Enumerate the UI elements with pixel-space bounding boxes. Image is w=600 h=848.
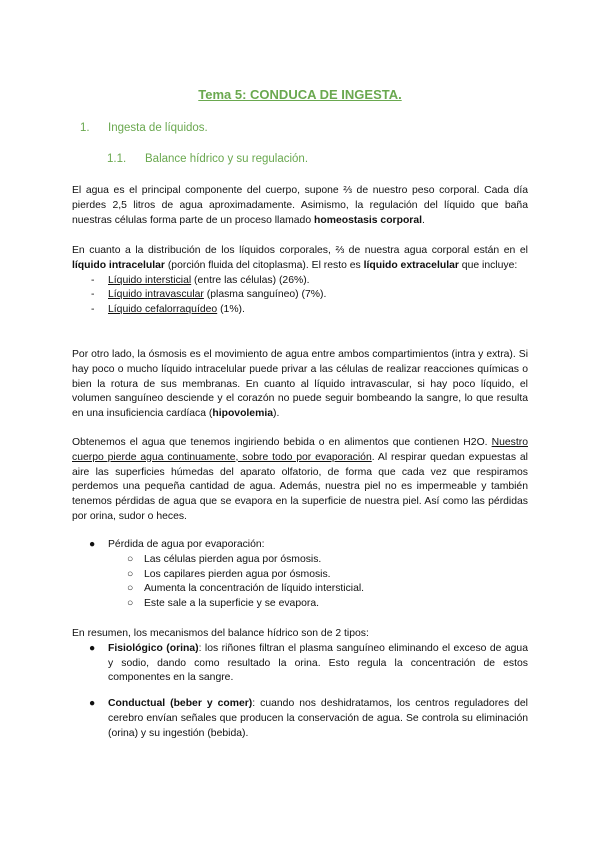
circle-bullet-icon: ○ [127, 568, 134, 580]
circle-bullet-icon: ○ [127, 598, 134, 610]
bold-term: homeostasis corporal [314, 214, 422, 226]
bold-term: líquido intracelular [72, 259, 165, 271]
text-run: Aumenta la concentración de líquido intersticial. [144, 583, 365, 595]
text-run: . [422, 214, 425, 226]
text-run: . Al respirar quedan expuestas al aire las superficies húmedas del aparato olfatorio, de forma que cada vez que respiramos perdemos una pequeña cantidad de agua. Además, nuestra piel no es impermeable y también tenemos pérdidas de agua que se evapora en la superficie de nuestra piel. Así como las pérdidas por orina, sudor o heces. [72, 451, 528, 522]
summary-section [72, 627, 528, 686]
bullet-icon: ● [89, 698, 96, 709]
underlined-term: Líquido intersticial [108, 274, 192, 286]
subsection-heading-1-1 [107, 153, 308, 165]
list-item [72, 597, 528, 612]
section-label: Ingesta de líquidos. [108, 122, 208, 134]
text-run: Por otro lado, la ósmosis es el movimiento de agua entre ambos compartimientos (intra y extra). Si hay poco o mucho líquido intracelular puede privar a las células de realizar reacciones químicas o bien la rotura de sus membranas. En cuanto al líquido intravascular, si hay poco líquido, el volumen sanguíneo desciende y el corazón no puede seguir bombeando la sangre, lo que resulta en una insuficiencia cardíaca ( [72, 349, 528, 420]
list-item [72, 303, 528, 318]
paragraph-distribution [72, 244, 528, 318]
text-run: El agua es el principal componente del cuerpo, supone ⅔ de nuestro peso corporal. Cada día pierdes 2,5 litros de agua aproximadamente. Asimismo, la regulación del líquido que baña nuestras células forma parte de un proceso llamado [72, 185, 528, 226]
bold-term: Fisiológico (orina) [108, 642, 199, 654]
list-item [72, 697, 528, 741]
circle-bullet-icon: ○ [127, 583, 134, 595]
list-item [72, 642, 528, 686]
text-run: ). [272, 408, 280, 420]
text-run: En cuanto a la distribución de los líquidos corporales, ⅔ de nuestra agua corporal están en el [72, 245, 528, 256]
list-item [72, 553, 528, 568]
text-run: (plasma sanguíneo) (7%). [203, 289, 327, 301]
bold-term: líquido extracelular [363, 259, 459, 271]
underlined-term: Nuestro cuerpo pierde agua continuamente, sobre todo por evaporación [72, 437, 528, 463]
text-run: (entre las células) (26%). [191, 274, 310, 286]
underlined-term: Líquido intravascular [108, 289, 204, 301]
conductual-section [72, 697, 528, 741]
text-run: (1%). [217, 304, 245, 316]
text-run: Las células pierden agua por ósmosis. [144, 553, 322, 565]
text-run: Este sale a la superficie y se evapora. [144, 598, 320, 610]
subsection-number: 1.1. [107, 153, 127, 165]
list-item [72, 568, 528, 583]
fluid-list [72, 274, 528, 318]
text-run: (porción fluida del citoplasma). El resto es [164, 259, 364, 271]
bullet-icon: ● [89, 642, 96, 654]
text-run: : los riñones filtran el plasma sanguíneo eliminando el exceso de agua y sodio, dando como resultado la orina. Esto regula la concentración de estos componentes en la sangre. [108, 642, 528, 684]
section-heading-1 [80, 122, 208, 134]
section-number: 1. [80, 122, 90, 134]
paragraph-intro [72, 184, 528, 228]
evaporation-list [72, 538, 528, 612]
page-title: Tema 5: CONDUCA DE INGESTA. [198, 87, 402, 102]
list-item [72, 582, 528, 597]
bullet-icon: ● [89, 539, 96, 550]
list-item [72, 538, 528, 553]
bold-term: Conductual (beber y comer) [108, 698, 253, 709]
circle-bullet-icon: ○ [127, 553, 134, 565]
bold-term: hipovolemia [212, 408, 273, 420]
underlined-term: Líquido cefalorraquídeo [108, 304, 218, 316]
summary-text: En resumen, los mecanismos del balance hídrico son de 2 tipos: [72, 628, 369, 639]
paragraph-water-loss [72, 436, 528, 525]
list-item [72, 288, 528, 303]
subsection-label: Balance hídrico y su regulación. [145, 153, 309, 165]
text-run: Pérdida de agua por evaporación: [108, 539, 265, 550]
text-run: : cuando nos deshidratamos, los centros reguladores del cerebro envían señales que producen la conservación de agua. Se controla su eliminación (orina) y su ingestión (bebida). [108, 698, 528, 739]
text-run: Obtenemos el agua que tenemos ingiriendo bebida o en alimentos que contienen H2O. [72, 437, 492, 448]
list-item [72, 274, 528, 289]
paragraph-osmosis [72, 348, 528, 422]
text-run: que incluye: [458, 259, 518, 271]
text-run: Los capilares pierden agua por ósmosis. [144, 568, 331, 580]
